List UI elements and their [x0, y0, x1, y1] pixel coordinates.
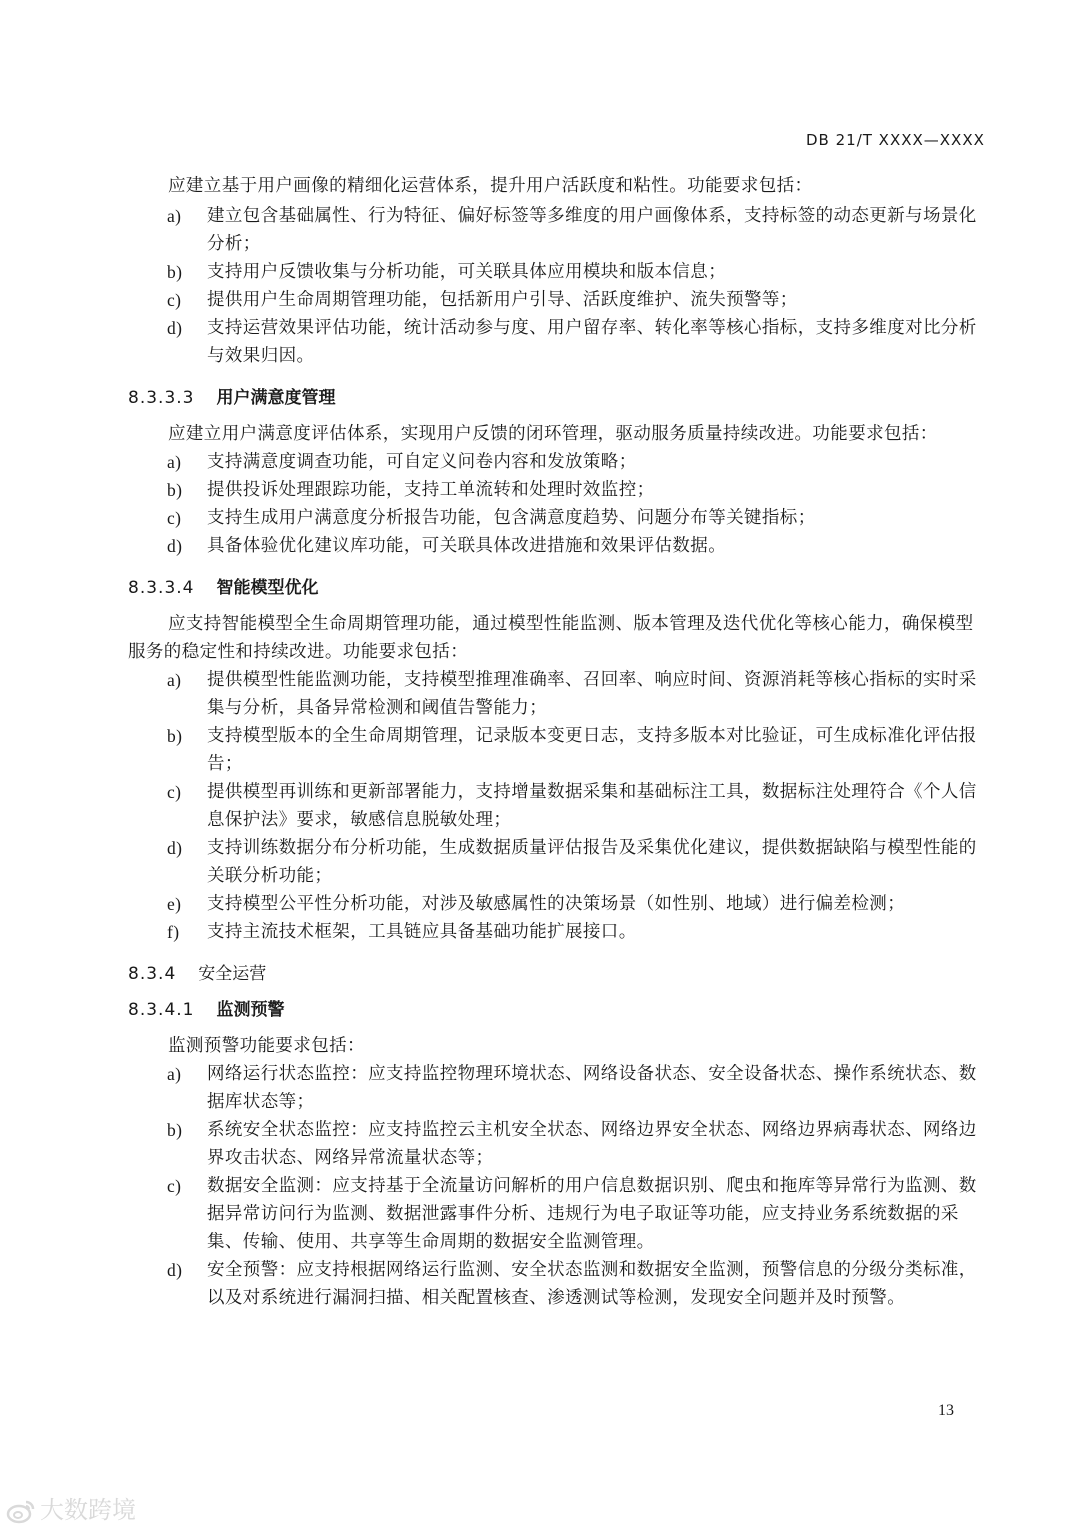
list-item-text: 提供模型性能监测功能，支持模型推理准确率、召回率、响应时间、资源消耗等核心指标的实时采集与分析，具备异常检测和阈值告警能力；	[207, 670, 977, 718]
section-title: 监测预警	[216, 1000, 285, 1020]
list-marker: d)	[167, 318, 183, 338]
section-heading-834	[128, 960, 1080, 988]
list-marker: e)	[167, 894, 182, 914]
list-marker: a)	[167, 670, 182, 690]
list-marker: c)	[167, 1176, 182, 1196]
list-item	[167, 476, 979, 504]
list-item-text: 网络运行状态监控：应支持监控物理环境状态、网络设备状态、安全设备状态、操作系统状态、数据库状态等；	[207, 1064, 977, 1112]
section-number: 8.3.4.1	[128, 1000, 195, 1020]
list-item	[167, 532, 979, 560]
list-item	[167, 1060, 979, 1116]
list-item-text: 支持运营效果评估功能，统计活动参与度、用户留存率、转化率等核心指标，支持多维度对比分析与效果归因。	[207, 318, 977, 366]
section-heading-8333	[128, 384, 1080, 412]
section-number: 8.3.3.3	[128, 388, 195, 408]
list-item	[167, 1256, 979, 1312]
list-item	[167, 314, 979, 370]
list-marker: c)	[167, 508, 182, 528]
list-marker: d)	[167, 1260, 183, 1280]
list-marker: f)	[167, 922, 180, 942]
list-marker: d)	[167, 536, 183, 556]
list-item-text: 数据安全监测：应支持基于全流量访问解析的用户信息数据识别、爬虫和拖库等异常行为监测、数据异常访问行为监测、数据泄露事件分析、违规行为电子取证等功能，应支持业务系统数据的采集、传输、使用、共享等生命周期的数据安全监测管理。	[207, 1176, 977, 1252]
watermark-text: 大数跨境	[40, 1496, 136, 1524]
section-8334-intro: 应支持智能模型全生命周期管理功能，通过模型性能监测、版本管理及迭代优化等核心能力，确保模型服务的稳定性和持续改进。功能要求包括：	[128, 614, 974, 662]
header-doc-code: DB 21/T XXXX—XXXX	[806, 131, 985, 149]
list-item-text: 支持训练数据分布分析功能，生成数据质量评估报告及采集优化建议，提供数据缺陷与模型性能的关联分析功能；	[207, 838, 977, 886]
list-marker: b)	[167, 1120, 183, 1140]
list-marker: b)	[167, 480, 183, 500]
section-heading-8334	[128, 574, 1080, 602]
document-body	[0, 172, 1080, 1312]
list-item	[167, 286, 979, 314]
list-item-text: 提供模型再训练和更新部署能力，支持增量数据采集和基础标注工具，数据标注处理符合《个人信息保护法》要求，敏感信息脱敏处理；	[207, 782, 977, 830]
list-item-text: 支持主流技术框架，工具链应具备基础功能扩展接口。	[207, 922, 637, 942]
section-8341-intro: 监测预警功能要求包括：	[168, 1036, 365, 1056]
list-item-text: 安全预警：应支持根据网络运行监测、安全状态监测和数据安全监测，预警信息的分级分类标准，以及对系统进行漏洞扫描、相关配置核查、渗透测试等检测，发现安全问题并及时预警。	[207, 1260, 977, 1308]
section-8333-intro: 应建立用户满意度评估体系，实现用户反馈的闭环管理，驱动服务质量持续改进。功能要求包括：	[168, 424, 938, 444]
section-title: 安全运营	[198, 964, 267, 984]
list-item-text: 提供用户生命周期管理功能，包括新用户引导、活跃度维护、流失预警等；	[207, 290, 798, 310]
list-marker: b)	[167, 262, 183, 282]
list-item	[167, 890, 979, 918]
list-item-text: 支持生成用户满意度分析报告功能，包含满意度趋势、问题分布等关键指标；	[207, 508, 816, 528]
list-marker: a)	[167, 1064, 182, 1084]
list-marker: b)	[167, 726, 183, 746]
list-item-text: 支持模型版本的全生命周期管理，记录版本变更日志，支持多版本对比验证，可生成标准化评估报告；	[207, 726, 977, 774]
section-title: 智能模型优化	[216, 578, 319, 598]
list-item-text: 支持满意度调查功能，可自定义问卷内容和发放策略；	[207, 452, 637, 472]
list-marker: c)	[167, 290, 182, 310]
list-item	[167, 258, 979, 286]
page-number: 13	[938, 1402, 954, 1419]
weibo-icon	[6, 1498, 36, 1524]
block1-intro: 应建立基于用户画像的精细化运营体系，提升用户活跃度和粘性。功能要求包括：	[168, 176, 813, 196]
list-item-text: 提供投诉处理跟踪功能，支持工单流转和处理时效监控；	[207, 480, 655, 500]
list-marker: a)	[167, 206, 182, 226]
list-item	[167, 1172, 979, 1256]
watermark	[6, 1490, 136, 1525]
list-item	[167, 918, 979, 946]
list-item-text: 支持用户反馈收集与分析功能，可关联具体应用模块和版本信息；	[207, 262, 727, 282]
list-item	[167, 666, 979, 722]
list-item	[167, 722, 979, 778]
list-item	[167, 448, 979, 476]
list-item-text: 系统安全状态监控：应支持监控云主机安全状态、网络边界安全状态、网络边界病毒状态、网络边界攻击状态、网络异常流量状态等；	[207, 1120, 977, 1168]
list-item	[167, 504, 979, 532]
list-item-text: 支持模型公平性分析功能，对涉及敏感属性的决策场景（如性别、地域）进行偏差检测；	[207, 894, 906, 914]
list-marker: c)	[167, 782, 182, 802]
list-item	[167, 778, 979, 834]
list-item-text: 建立包含基础属性、行为特征、偏好标签等多维度的用户画像体系，支持标签的动态更新与场景化分析；	[207, 206, 977, 254]
list-item	[167, 1116, 979, 1172]
section-number: 8.3.3.4	[128, 578, 195, 598]
list-item	[167, 834, 979, 890]
list-marker: a)	[167, 452, 182, 472]
section-number: 8.3.4	[128, 964, 177, 984]
section-heading-8341	[128, 996, 1080, 1024]
list-marker: d)	[167, 838, 183, 858]
section-title: 用户满意度管理	[216, 388, 336, 408]
list-item-text: 具备体验优化建议库功能，可关联具体改进措施和效果评估数据。	[207, 536, 727, 556]
list-item	[167, 202, 979, 258]
